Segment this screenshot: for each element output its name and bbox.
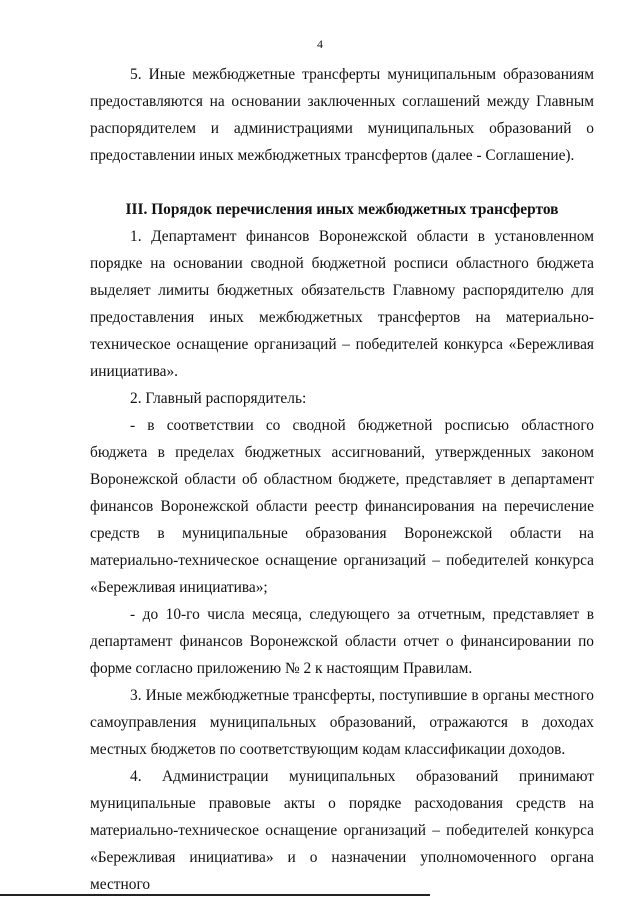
paragraph-item4: 4. Администрации муниципальных образований принимают муниципальные правовые акты о порядке расходования средств на материально-техническое оснащение организаций – победителей конкурса «Бережливая инициатива» и о назначении уполномоченного органа местного	[90, 768, 594, 893]
paragraph-item2: 2. Главный распорядитель:	[130, 390, 307, 407]
document-body	[90, 61, 594, 898]
section-heading: III. Порядок перечисления иных межбюджетных трансфертов	[125, 201, 559, 218]
bottom-rule	[0, 894, 430, 896]
page-number: 4	[317, 37, 323, 51]
paragraph-item2-bullet2: - до 10-го числа месяца, следующего за отчетным, представляет в департамент финансов Воронежской области отчет о финансировании по форме согласно приложению № 2 к настоящим Правилам.	[90, 606, 594, 677]
paragraph-item2-bullet1: - в соответствии со сводной бюджетной росписью областного бюджета в пределах бюджетных ассигнований, утвержденных законом Воронежской области об областном бюджете, представляет в департамент финансов Воронежской области реестр финансирования на перечисление средств в муниципальные образования Воронежской области на материально-техническое оснащение организаций – победителей конкурса «Бережливая инициатива»;	[90, 417, 594, 596]
paragraph-item1: 1. Департамент финансов Воронежской области в установленном порядке на основании сводной бюджетной росписи областного бюджета выделяет лимиты бюджетных обязательств Главному распорядителю для предоставления иных межбюджетных трансфертов на материально-техническое оснащение организаций – победителей конкурса «Бережливая инициатива».	[90, 228, 594, 380]
paragraph-item3: 3. Иные межбюджетные трансферты, поступившие в органы местного самоуправления муниципальных образований, отражаются в доходах местных бюджетов по соответствующим кодам классификации доходов.	[90, 687, 594, 758]
paragraph-section2-item5: 5. Иные межбюджетные трансферты муниципальным образованиям предоставляются на основании заключенных соглашений между Главным распорядителем и администрациями муниципальных образований о предоставлении иных межбюджетных трансфертов (далее - Соглашение).	[90, 66, 594, 164]
